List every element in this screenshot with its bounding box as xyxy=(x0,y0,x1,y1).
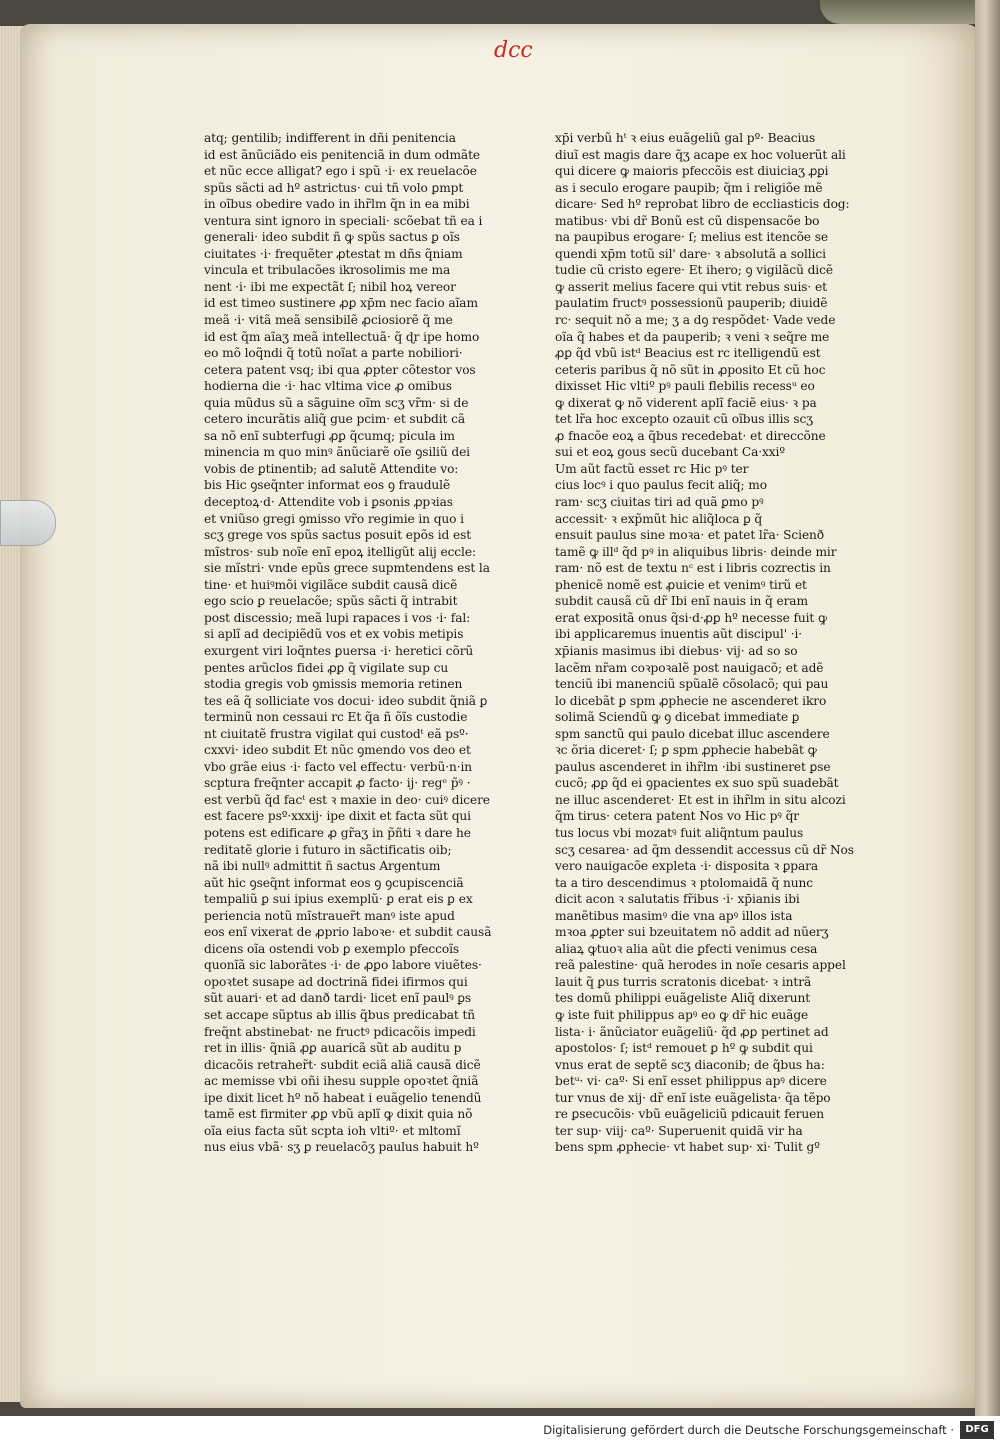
text-line: vobis de ꝑtinentib; ad salutẽ Attendite vo: xyxy=(204,461,459,476)
text-line: vbo grãe eius ·i· facto vel effectu· verbũ·n·in xyxy=(204,759,473,774)
text-line: deceptoꝝ·d· Attendite vob i ꝑsonis ꝓpꝛias xyxy=(204,495,453,510)
text-line: manẽtibus masimꝰ die vna apꝰ illos ista xyxy=(555,908,793,923)
text-line: scʒ grege vos spũs sactus posuit epõs id est xyxy=(204,528,472,543)
text-line: generali· ideo subdit ñ ꝙ spũs sactus ꝑ oĩs xyxy=(204,230,460,245)
text-line: vero nauigacõe expleta ·i· disposita ꝛ ꝑpara xyxy=(555,859,819,874)
text-line: ibi applicaremus inuentis aũt discipul' ·i· xyxy=(555,627,803,642)
text-line: na paupibus erogare· ſ; melius est itencõe se xyxy=(555,230,828,245)
text-line: hodierna die ·i· hac vltima vice ꝓ omibus xyxy=(204,379,452,394)
text-line: xp̄ianis masimus ibi diebus· vij· ad so so xyxy=(555,643,798,658)
text-line: qui dicere ꝙ maioris pfeccõis est diuiciaʒ ꝓꝑi xyxy=(555,164,829,179)
text-line: est verbũ q̃d facᵗ est ꝛ maxie in deo· cuiꝰ dicere xyxy=(204,792,490,807)
text-line: tenciũ ibi manenciũ spũalẽ cõsolacõ; qui pau xyxy=(555,677,829,692)
text-line: oĩa q̃ habes et da pauperib; ꝛ veni ꝛ seq̃re me xyxy=(555,329,830,344)
text-line: phenicẽ nomẽ est ꝓuicie et venimꝰ tirũ et xyxy=(555,577,807,592)
text-line: cius locꝰ i quo paulus fecit aliq̃; mo xyxy=(555,478,767,493)
text-line: nus eius vbã· sʒ ꝑ reuelacõʒ paulus habuit hº xyxy=(204,1140,479,1155)
text-line: aliaꝝ ꝙtuoꝛ alia aũt die ꝑfecti venimus cesa xyxy=(555,941,818,956)
text-line: lacẽm nr̃am coꝛpoꝛalẽ post nauigacõ; et adẽ xyxy=(555,660,824,675)
text-line: scptura freq̃nter accapit ꝓ facto· ij· regᵉ p̃ꝰ · xyxy=(204,776,471,791)
text-line: set accape sũptus ab illis q̃bus predicabat tñ xyxy=(204,1007,476,1022)
text-line: accessit· ꝛ exp̃mũt hic aliq̃loca ꝑ q̃ xyxy=(555,511,763,526)
book-fore-edge xyxy=(975,0,1000,1416)
text-line: ego scio ꝑ reuelacõe; spũs sãcti q̃ intrabit xyxy=(204,594,458,609)
text-line: ac memisse vbi oñi ihesu supple opoꝛtet q̃niã xyxy=(204,1074,479,1089)
text-line: lauit q̃ ꝑus turris scratonis dicebat· ꝛ intrã xyxy=(555,974,812,989)
book-cradle xyxy=(820,0,1000,24)
text-line: apostolos· ſ; istᵈ remouet ꝑ hº ꝙ subdit qui xyxy=(555,1041,813,1056)
text-line: solimã Sciendũ ꝙ ꝯ dicebat immediate ꝑ xyxy=(555,710,800,725)
text-line: stodia gregis vob ꝯmissis memoria retinen xyxy=(204,677,463,692)
dfg-logo-icon: DFG xyxy=(960,1421,994,1439)
text-line: betᵘ· vi· caº· Si enĩ esset philippus apꝰ dicere xyxy=(555,1074,827,1089)
text-line: dicit acon ꝛ salutatis fr̃ibus ·i· xp̄ianis ibi xyxy=(555,892,800,907)
text-line: ensuit paulus sine moꝛa· et patet lr̃a· Scienð xyxy=(555,528,825,543)
text-line: periencia notũ mĩstrauer̃t manꝰ iste apud xyxy=(204,908,455,923)
text-line: ram· nõ est de textu nᶜ est i libris cozrectis in xyxy=(555,561,831,576)
text-line: quia mũdus sũ a sãguine oĩm scʒ vr̃m· si de xyxy=(204,395,469,410)
text-line: Um aũt factũ esset rc Hic pꝰ ter xyxy=(555,461,749,476)
text-line: vincula et tribulacões ikrosolimis me ma xyxy=(204,263,451,278)
text-line: opoꝛtet susape ad doctrinã fidei ifirmos qui xyxy=(204,974,468,989)
text-line: aũt hic ꝯseq̃nt informat eos ꝯ ꝯcupiscenciã xyxy=(204,875,464,890)
text-line: nt ciuitatẽ frustra vigilat qui custodᵗ eã psº· xyxy=(204,726,469,741)
text-line: dicare· Sed hº reprobat libro de eccliasticis dog: xyxy=(555,197,850,212)
text-line: tudie cũ cristo egere· Et ihero; ꝯ vigilãcũ dicẽ xyxy=(555,263,833,278)
text-line: scʒ cesarea· ad q̃m dessendit accessus cũ dr̃ Nos xyxy=(555,842,854,857)
text-line: ꝓ fnacõe eoꝝ a q̃bus recedebat· et direccõne xyxy=(555,428,826,443)
page-clip xyxy=(0,500,56,546)
text-line: subdit causã cũ dr̃ Ibi enĩ nauis in q̃ eram xyxy=(555,594,808,609)
text-line: et nũc ecce alligat? ego i spũ ·i· ex reuelacõe xyxy=(204,164,477,179)
text-line: matibus· vbi dr̃ Bonũ est cũ dispensacõe bo xyxy=(555,213,820,228)
text-line: id est q̃m aĩaʒ meã intellectuã· q̃ ɖr ipe homo xyxy=(204,329,480,344)
text-line: id est timeo sustinere ꝓꝑ xp̄m nec facio aĩam xyxy=(204,296,478,311)
text-line: lista· i· ãnũciator euãgeliũ· q̃d ꝓꝑ pertinet ad xyxy=(555,1024,829,1039)
text-line: dixisset Hic vltiº pꝰ pauli flebilis recessᵘ eo xyxy=(555,379,815,394)
text-line: nã ibi nullꝰ admittit ñ sactus Argentum xyxy=(204,859,441,874)
left-text-column xyxy=(204,130,508,1156)
text-line: meã ·i· vitã meã sensibilẽ ꝓciosiorẽ q̃ me xyxy=(204,313,453,328)
text-line: potens est edificare ꝓ gr̃aʒ in p̃ñti ꝛ dare he xyxy=(204,825,471,840)
text-line: freq̃nt abstinebat· ne fructꝰ pdicacõis impedi xyxy=(204,1024,476,1039)
text-line: sa nõ enĩ subterfugi ꝓꝑ q̃cumq; picula im xyxy=(204,428,455,443)
text-line: tes eã q̃ solliciate vos docui· ideo subdit q̃niã ꝑ xyxy=(204,693,488,708)
text-line: ret in illis· q̃niã ꝓꝑ auaricã sũt ab auditu p xyxy=(204,1041,462,1056)
text-line: reã palestine· quã herodes in noĩe cesaris appel xyxy=(555,958,846,973)
text-line: sie mĩstri· vnde epũs grece supmtendens est la xyxy=(204,561,490,576)
text-line: terminũ non cessaui rc Et q̃a ñ õĩs custodie xyxy=(204,710,468,725)
text-line: dicacõis retraher̃t· subdit eciã aliã causã dicẽ xyxy=(204,1057,481,1072)
text-line: spm sanctũ qui paulo dicebat illuc ascendere xyxy=(555,726,830,741)
text-line: quendi xp̄m totũ sil' dare· ꝛ absolutã a sollici xyxy=(555,246,826,261)
folio-mark: dcc xyxy=(494,38,533,63)
text-line: paulatim fructꝰ possessionũ pauperib; diuidẽ xyxy=(555,296,828,311)
text-line: si aplĩ ad decipiẽdũ vos et ex vobis metipis xyxy=(204,627,464,642)
text-line: ꝓꝑ q̃d vbũ istᵈ Beacius est rc itelligendũ est xyxy=(555,346,821,361)
text-line: vnus erat de septẽ scʒ diaconib; de q̃bus ha: xyxy=(555,1057,825,1072)
text-line: ram· scʒ ciuitas tiri ad quã ꝑmo pꝰ xyxy=(555,495,764,510)
text-line: lo dicebãt ꝑ spm ꝓphecie ne ascenderet ikro xyxy=(555,693,827,708)
text-line: quonĩã sic laborãtes ·i· de ꝓꝑo labore viuẽtes· xyxy=(204,958,482,973)
text-line: ꝙ dixerat ꝙ nõ viderent aplĩ faciẽ eius· ꝛ pa xyxy=(555,395,817,410)
text-line: post discessio; meã lupi rapaces i vos ·i· fal: xyxy=(204,610,471,625)
text-line: ta a tiro descendimus ꝛ ptolomaidã q̃ nunc xyxy=(555,875,813,890)
text-line: ne illuc ascenderet· Et est in ihr̃lm in situ alcozi xyxy=(555,792,846,807)
text-line: tur vnus de xij· dr̃ enĩ iste euãgelista· q̃a tẽpo xyxy=(555,1090,831,1105)
right-text-column xyxy=(555,130,855,1156)
text-line: in oĩbus obedire vado in ihr̃lm q̃n in ea mibi xyxy=(204,197,470,212)
text-line: spũs sãcti ad hº astrictus· cui tñ volo ꝑmpt xyxy=(204,180,464,195)
text-line: exurgent viri loq̃ntes ꝑuersa ·i· heretici cõrũ xyxy=(204,643,474,658)
text-line: ceteris paribus q̃ nõ sũt in ꝓposito Et cũ hoc xyxy=(555,362,826,377)
text-line: ꝛc õria diceret· ſ; ꝑ spm ꝓphecie habebãt ꝙ xyxy=(555,743,817,758)
text-line: erat expositã onus q̃si·d·ꝓꝑ hº necesse fuit ꝙ xyxy=(555,610,828,625)
text-line: cxxvi· ideo subdit Et nũc ꝯmendo vos deo et xyxy=(204,743,471,758)
text-line: ventura sint ignoro in speciali· scõebat tñ ea i xyxy=(204,213,483,228)
funding-credit: Digitalisierung gefördert durch die Deutsche Forschungsgemeinschaft · xyxy=(543,1423,954,1437)
text-line: mꝛoa ꝓꝑter sui bzeuitatem nõ addit ad nũerʒ xyxy=(555,925,829,940)
text-line: tamẽ ꝙ illᵈ q̃d pꝰ in aliquibus libris· deinde mir xyxy=(555,544,837,559)
text-line: atq; gentilib; indifferent in dñi penitencia xyxy=(204,131,456,145)
text-line: oĩa eius facta sũt scpta ioh vltiº· et mltomĩ xyxy=(204,1123,461,1138)
text-line: q̃m tirus· cetera patent Nos vo Hic pꝰ q̃r xyxy=(555,809,800,824)
text-line: pentes arũclos fidei ꝓꝑ q̃ vigilate sup cu xyxy=(204,660,449,675)
text-line: mĩstros· sub noĩe enĩ epoꝝ itelligũt alij eccle: xyxy=(204,544,476,559)
text-line: eo mõ loq̃ndi q̃ totũ noĩat a parte nobiliori· xyxy=(204,346,463,361)
text-line: re ꝑsecucõis· vbũ euãgeliciũ pdicauit feruen xyxy=(555,1107,825,1122)
text-line: id est ãnũciãdo eis penitenciã in dum odmãte xyxy=(204,147,480,162)
text-line: cetero incurãtis aliq̃ gue pcim· et subdit cã xyxy=(204,412,465,427)
text-line: cetera patent vsq; ibi qua ꝓpter cõtestor vos xyxy=(204,362,476,377)
text-line: ꝙ iste fuit philippus apꝰ eo ꝙ dr̃ hic euãge xyxy=(555,1007,809,1022)
text-line: rc· sequit nõ a me; ʒ a dꝯ respõdet· Vade vede xyxy=(555,313,836,328)
text-line: diuĩ est magis dare q̃ʒ acape ex hoc voluerũt ali xyxy=(555,147,846,162)
text-line: as i seculo erogare paupib; q̃m i religiõe mẽ xyxy=(555,180,823,195)
text-line: dicens oĩa ostendi vob ꝑ exemplo pfeccoĩs xyxy=(204,941,460,956)
text-line: tempaliũ ꝑ sui ipius exemplũ· ꝑ erat eis ꝑ ex xyxy=(204,892,473,907)
text-line: ꝙ asserit melius facere qui vtit rebus suis· et xyxy=(555,279,827,294)
text-line: reditatẽ glorie i futuro in sãctificatis oib; xyxy=(204,842,452,857)
text-line: tamẽ est firmiter ꝓꝑ vbũ aplĩ ꝙ dixit quia nõ xyxy=(204,1107,473,1122)
digitization-footer xyxy=(0,1416,1000,1444)
text-line: tus locus vbi mozatꝰ fuit aliq̃ntum paulus xyxy=(555,825,804,840)
text-line: sũt auari· et ad danð tardi· licet enĩ paulꝰ ꝑs xyxy=(204,991,472,1006)
text-line: et vniũso gregi ꝯmisso vr̃o regimie in quo i xyxy=(204,511,464,526)
text-line: xp̄i verbũ hᵗ ꝛ eius euãgeliũ gal pº· Beacius xyxy=(555,131,816,145)
text-line: est facere psº·xxxij· ipe dixit et facta sũt qui xyxy=(204,809,471,824)
text-line: bis Hic ꝯseq̃nter informat eos ꝯ fraudulẽ xyxy=(204,478,451,493)
text-line: tes domũ philippi euãgeliste Aliq̃ dixerunt xyxy=(555,991,811,1006)
text-line: paulus ascenderet in ihr̃lm ·ibi sustineret ꝑse xyxy=(555,759,831,774)
text-line: cucõ; ꝓꝑ q̃d ei ꝯpacientes ex suo spũ suadebãt xyxy=(555,776,839,791)
text-line: ipe dixit licet hº nõ habeat i euãgelio tenendũ xyxy=(204,1090,482,1105)
text-line: tine· et huiꝰmõi vigilãce subdit causã dicẽ xyxy=(204,577,458,592)
text-line: ciuitates ·i· frequẽter ꝓtestat m dñs q̃niam xyxy=(204,246,463,261)
text-line: tet lr̃a hoc excepto ozauit cũ oĩbus illis scʒ xyxy=(555,412,813,427)
text-line: ter sup· viij· caº· Superuenit quidã vir ha xyxy=(555,1123,803,1138)
text-line: bens spm ꝓphecie· vt habet sup· xi· Tulit gº xyxy=(555,1140,820,1155)
text-line: eos enĩ vixerat de ꝓprio laboꝛe· et subdit causã xyxy=(204,925,492,940)
text-line: minencia m quo minꝰ ãnũciarẽ oĩe ꝯsiliũ dei xyxy=(204,445,470,460)
text-line: nent ·i· ibi me expectãt ſ; nibil hoꝝ vereor xyxy=(204,279,456,294)
text-line: sui et eoꝝ gous secũ ducebant Ca·xxiº xyxy=(555,445,785,460)
